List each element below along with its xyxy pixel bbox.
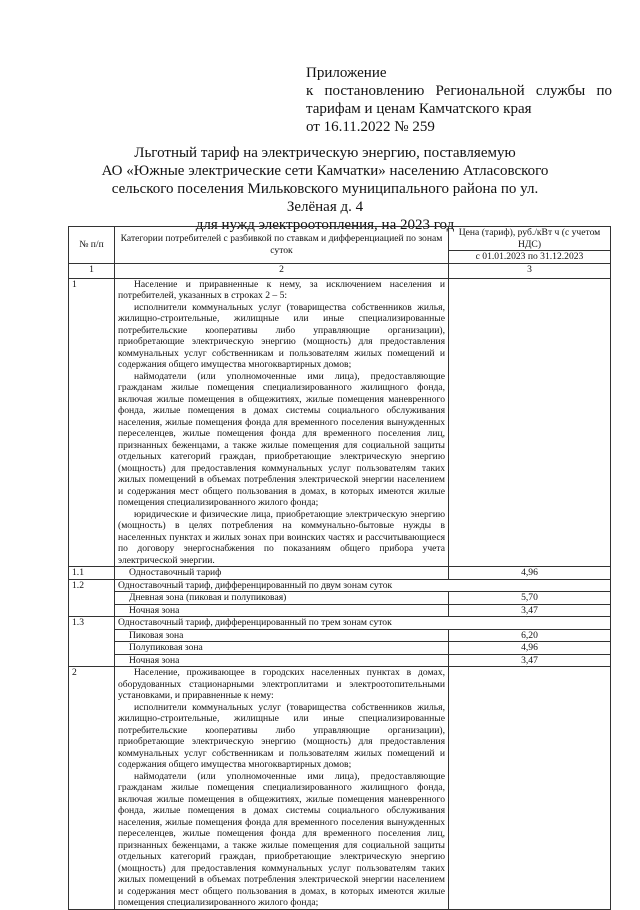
tariff-table <box>68 226 611 910</box>
table-row <box>69 604 611 617</box>
header-price: Цена (тариф), руб./кВт ч (с учетом НДС) <box>449 227 611 251</box>
category-paragraph: Население, проживающее в городских населенных пунктах в домах, оборудованных стационарными электроплитами и электроотопительными установками, и приравненные к нему: <box>118 667 445 701</box>
row-price <box>449 667 611 910</box>
appendix-agency-line: тарифам и ценам Камчатского края <box>306 101 532 117</box>
category-paragraph: наймодатели (или уполномоченные ими лица), предоставляющие гражданам жилые помещения специализированного жилищного фонда, включая жилые помещения в общежитиях, жилые помещения маневренного фонда, жилые помещения в домах системы социального обслуживания населения, жилые помещения фонда для временного поселения вынужденных переселенцев, жилые помещения фонда для временного поселения лиц, признанных беженцами, а также жилые помещения для социальной защиты отдельных категорий граждан, приобретающие электрическую энергию (мощность) для предоставления коммунальных услуг пользователям таких жилых помещений в объемах потребления электрической энергии населением и содержания мест общего пользования в домах, в которых имеются жилые помещения специализированного жилого фонда; <box>118 370 445 508</box>
zone-price: 5,70 <box>449 592 611 605</box>
category-paragraph: Население и приравненные к нему, за исключением населения и потребителей, указанных в строках 2 – 5: <box>118 278 445 301</box>
appendix-resolution-line: к постановлению Региональной службы по <box>306 83 612 99</box>
column-number-3: 3 <box>449 263 611 278</box>
title-line-3: сельского поселения Мильковского муниципального района по ул. Зелёная д. 4 <box>111 181 539 215</box>
row-category: Одноставочный тариф, дифференцированный по трем зонам суток <box>115 617 611 630</box>
category-paragraph: юридические и физические лица, приобретающие электрическую энергию (мощность) в целях потребления на коммунально-бытовые нужды в населенных пунктах и жилых зонах при воинских частях и рассчитывающиеся по договору энергоснабжения по показаниям общего прибора учета электрической энергии. <box>118 508 445 566</box>
row-category: Одноставочный тариф, дифференцированный по двум зонам суток <box>115 579 611 592</box>
row-category <box>115 278 449 567</box>
table-header-row <box>69 227 611 251</box>
zone-label: Дневная зона (пиковая и полупиковая) <box>115 592 449 605</box>
row-number: 1.1 <box>69 567 115 580</box>
row-category: Одноставочный тариф <box>115 567 449 580</box>
appendix-block <box>306 64 612 136</box>
document-title <box>92 144 558 234</box>
zone-price: 6,20 <box>449 629 611 642</box>
table-row <box>69 629 611 642</box>
row-category <box>115 667 449 910</box>
zone-price: 4,96 <box>449 642 611 655</box>
table-row <box>69 642 611 655</box>
category-paragraph: исполнители коммунальных услуг (товарищества собственников жилья, жилищно-строительные, жилищные или иные специализированные потребительские кооперативы либо управляющие организации), приобретающие электрическую энергию (мощность) для предоставления коммунальных услуг собственникам и пользователям жилых помещений и содержания общего имущества многоквартирных домов; <box>118 301 445 370</box>
row-number: 1.2 <box>69 579 115 617</box>
title-line-1: Льготный тариф на электрическую энергию, поставляемую <box>134 145 516 161</box>
table-row <box>69 579 611 592</box>
table-row <box>69 654 611 667</box>
appendix-heading: Приложение <box>306 65 387 81</box>
zone-label: Пиковая зона <box>115 629 449 642</box>
table-row <box>69 592 611 605</box>
column-number-1: 1 <box>69 263 115 278</box>
appendix-date-line: от 16.11.2022 № 259 <box>306 119 435 135</box>
row-number: 1 <box>69 278 115 567</box>
row-price <box>449 278 611 567</box>
zone-price: 3,47 <box>449 654 611 667</box>
title-line-4: для нужд электроотопления, на 2023 год <box>195 217 455 233</box>
table-row <box>69 667 611 910</box>
table-row <box>69 617 611 630</box>
zone-price: 3,47 <box>449 604 611 617</box>
zone-label: Ночная зона <box>115 604 449 617</box>
zone-label: Ночная зона <box>115 654 449 667</box>
row-number: 1.3 <box>69 617 115 667</box>
header-period: с 01.01.2023 по 31.12.2023 <box>449 251 611 264</box>
table-row <box>69 278 611 567</box>
header-number: № п/п <box>69 227 115 264</box>
row-price: 4,96 <box>449 567 611 580</box>
column-number-2: 2 <box>115 263 449 278</box>
zone-label: Полупиковая зона <box>115 642 449 655</box>
category-paragraph: исполнители коммунальных услуг (товарищества собственников жилья, жилищно-строительные, жилищные или иные специализированные потребительские кооперативы либо управляющие организации), приобретающие электрическую энергию (мощность) для предоставления коммунальных услуг собственникам и пользователям жилых помещений и содержания общего имущества многоквартирных домов; <box>118 701 445 770</box>
title-line-2: АО «Южные электрические сети Камчатки» населению Атласовского <box>101 163 549 179</box>
header-category: Категории потребителей с разбивкой по ставкам и дифференциацией по зонам суток <box>115 227 449 264</box>
table-column-numbers-row <box>69 263 611 278</box>
category-paragraph: наймодатели (или уполномоченные ими лица), предоставляющие гражданам жилые помещения специализированного жилищного фонда, включая жилые помещения в общежитиях, жилые помещения маневренного фонда, жилые помещения в домах системы социального обслуживания населения, жилые помещения фонда для временного поселения вынужденных переселенцев, жилые помещения фонда для временного поселения лиц, признанных беженцами, а также жилые помещения для социальной защиты отдельных категорий граждан, приобретающие электрическую энергию (мощность) для предоставления коммунальных услуг пользователям таких жилых помещений в объемах потребления электрической энергии населением и содержания мест общего пользования в домах, в которых имеются жилые помещения специализированного жилого фонда; <box>118 770 445 908</box>
row-number: 2 <box>69 667 115 910</box>
table-row <box>69 567 611 580</box>
